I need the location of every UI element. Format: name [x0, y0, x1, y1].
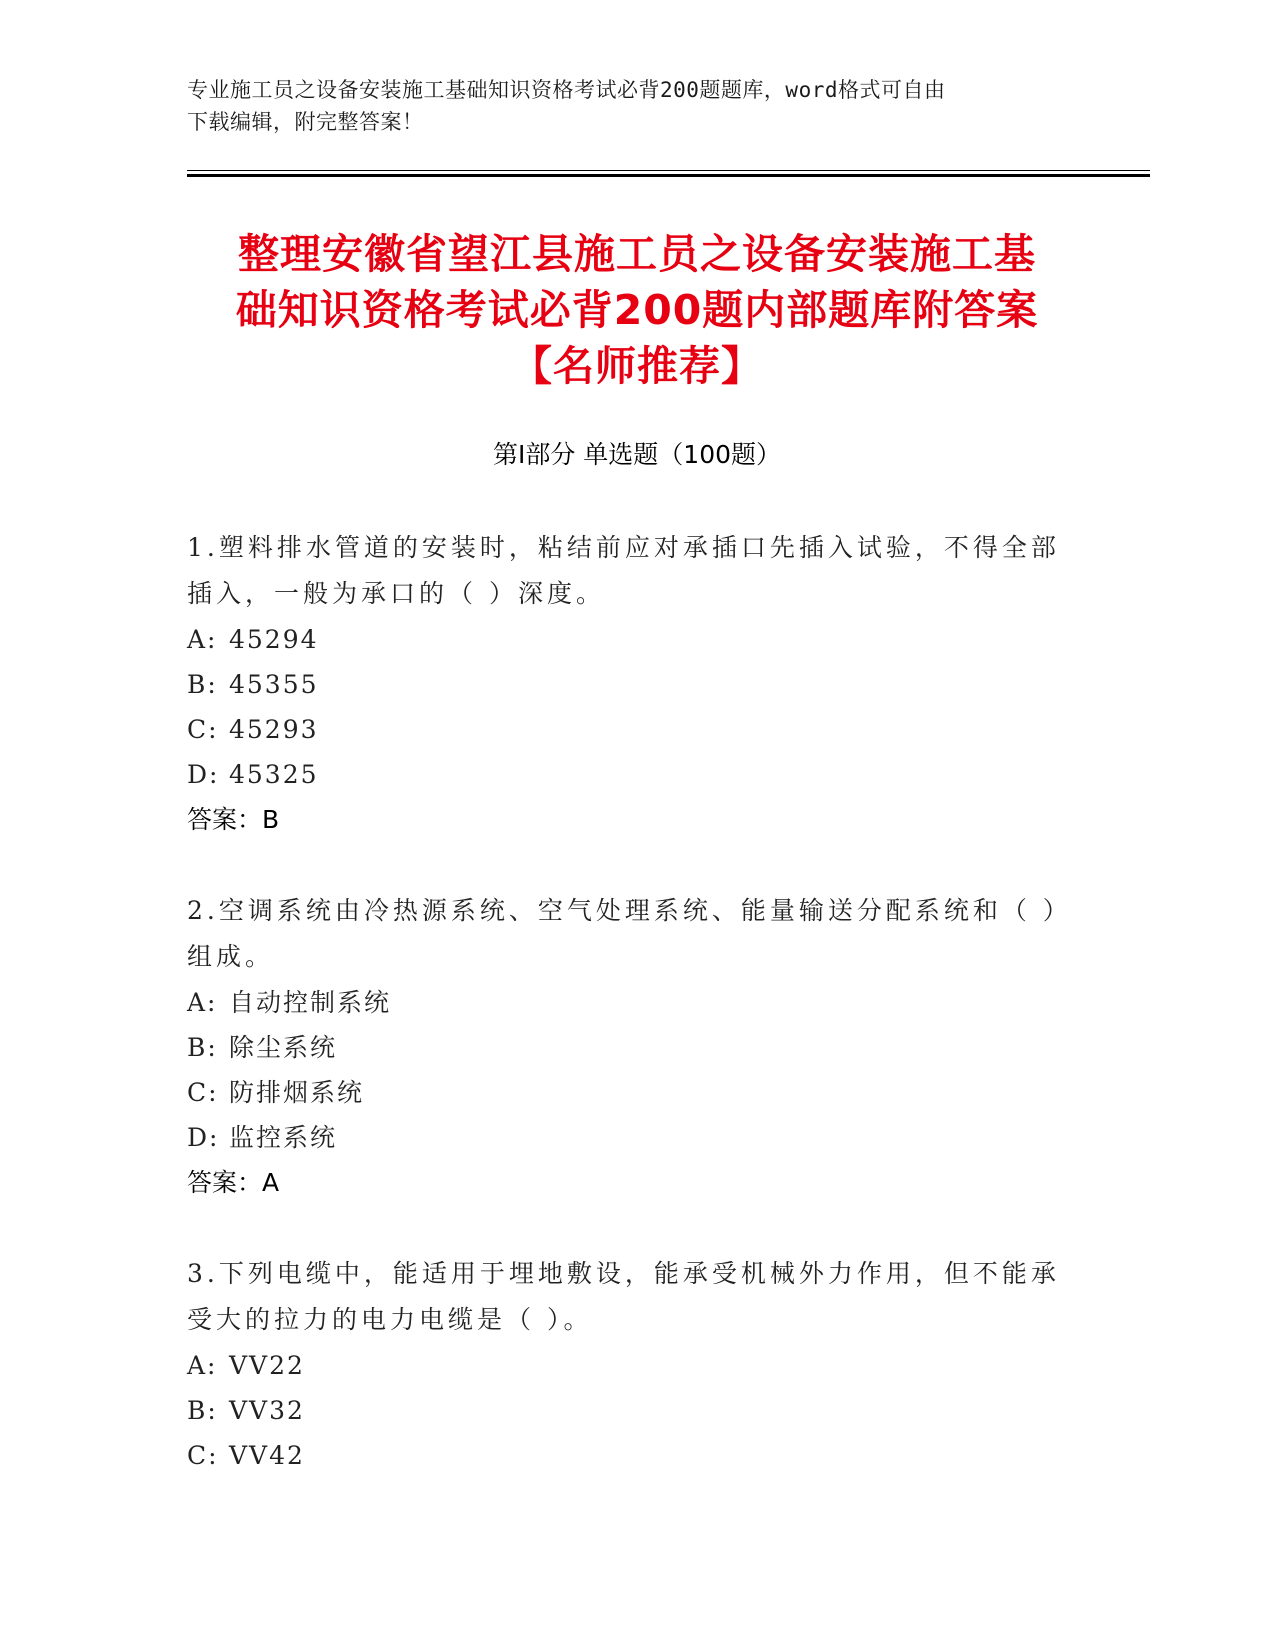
- question-stem-line: 1.塑料排水管道的安装时，粘结前应对承插口先插入试验，不得全部: [187, 533, 1060, 562]
- option-letter: B:: [187, 1396, 218, 1425]
- option-letter: D:: [187, 760, 220, 789]
- option-letter: A:: [187, 625, 218, 654]
- question-option-d: [187, 1115, 1067, 1160]
- document-title-line-2: 础知识资格考试必背200题内部题库附答案: [235, 286, 1039, 334]
- option-text: 防排烟系统: [229, 1078, 365, 1107]
- question-stem-line: 插入，一般为承口的（ ）深度。: [187, 579, 605, 608]
- option-letter: A:: [187, 1351, 218, 1380]
- header-divider-thick: [187, 174, 1150, 177]
- header-note-line-2: 下载编辑，附完整答案！: [187, 110, 424, 134]
- question-answer: 答案：B: [187, 805, 280, 834]
- document-title-line-1: 整理安徽省望江县施工员之设备安装施工基: [238, 230, 1036, 278]
- option-text: 45325: [229, 760, 319, 789]
- question-2: [187, 888, 1072, 1206]
- option-text: VV32: [229, 1396, 305, 1425]
- question-stem-line: 组成。: [187, 942, 275, 971]
- question-option-d: [187, 752, 1067, 797]
- option-letter: D:: [187, 1123, 220, 1152]
- question-list: [187, 525, 1072, 1523]
- header-note: [187, 74, 1067, 138]
- option-text: VV42: [229, 1441, 305, 1470]
- option-letter: B:: [187, 1033, 218, 1062]
- option-letter: B:: [187, 670, 218, 699]
- option-text: 45293: [229, 715, 319, 744]
- header-note-line-1: 专业施工员之设备安装施工基础知识资格考试必背200题题库，word格式可自由: [187, 78, 946, 102]
- question-1: [187, 525, 1067, 843]
- question-option-b: [187, 1388, 1067, 1433]
- option-text: 45355: [229, 670, 319, 699]
- question-3: [187, 1251, 1067, 1478]
- question-option-c: [187, 1070, 1067, 1115]
- option-text: 监控系统: [229, 1123, 338, 1152]
- option-letter: C:: [187, 1078, 219, 1107]
- question-option-c: [187, 1433, 1067, 1478]
- question-option-a: [187, 617, 1067, 662]
- option-text: 自动控制系统: [229, 988, 392, 1017]
- question-option-a: [187, 1343, 1067, 1388]
- question-option-b: [187, 1025, 1067, 1070]
- section-title: 第I部分 单选题（100题）: [492, 440, 782, 469]
- document-title-line-3: 【名师推荐】: [511, 342, 763, 390]
- option-text: VV22: [229, 1351, 305, 1380]
- question-stem-line: 3.下列电缆中，能适用于埋地敷设，能承受机械外力作用，但不能承: [187, 1259, 1060, 1288]
- document-title: [187, 226, 1087, 394]
- question-answer: 答案：A: [187, 1168, 280, 1197]
- question-option-c: [187, 707, 1067, 752]
- option-text: 45294: [229, 625, 319, 654]
- option-letter: C:: [187, 1441, 219, 1470]
- question-option-b: [187, 662, 1067, 707]
- option-text: 除尘系统: [229, 1033, 338, 1062]
- question-stem-line: 受大的拉力的电力电缆是（ ）。: [187, 1305, 593, 1334]
- question-option-a: [187, 980, 1067, 1025]
- question-stem-line: 2.空调系统由冷热源系统、空气处理系统、能量输送分配系统和（ ）: [187, 896, 1072, 925]
- option-letter: A:: [187, 988, 218, 1017]
- header-divider-thin: [187, 170, 1150, 171]
- option-letter: C:: [187, 715, 219, 744]
